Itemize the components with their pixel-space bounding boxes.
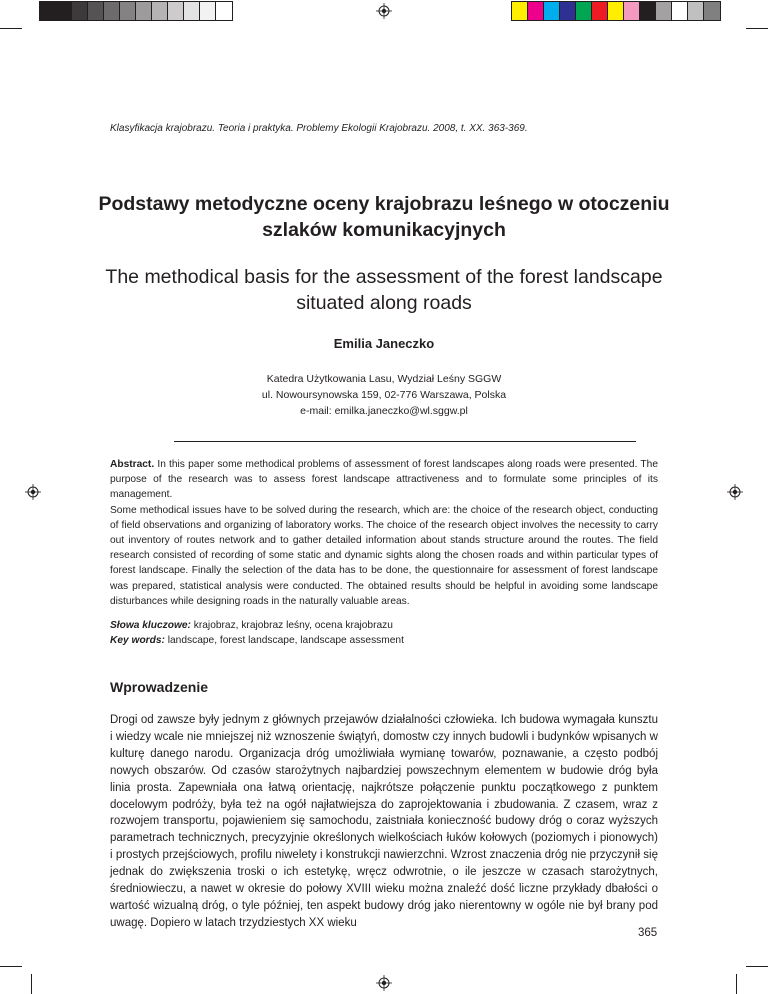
color-swatch [576,2,592,20]
crop-mark [0,28,22,29]
color-swatch [672,2,688,20]
crop-mark [746,28,768,29]
color-swatch [704,2,720,20]
registration-mark-icon [727,484,743,500]
gray-swatch [72,2,88,20]
abstract-paragraph: Some methodical issues have to be solved during the research, which are: the choice of the research object, conducting of field observations and organizing of laboratory works. The choice of the research object involves the necessity to carry out inventory of routes network and to gather detailed information about stands structure around the routes. The field research consisted of recording of some static and dynamic sights along the chosen roads and within particular types of forest landscape. Finally the selection of the data has to be done, the questionnaire for assessment of forest landscape was prepared, statistical analysis were conducted. The obtained results should be helpful in avoiding some landscape disturbances while designing roads in the naturally valuable areas. [110,504,658,607]
registration-mark-icon [376,975,392,991]
gray-swatch [168,2,184,20]
gray-swatch [152,2,168,20]
divider [174,441,636,442]
keywords-polish-text: krajobraz, krajobraz leśny, ocena krajobrazu [190,620,393,631]
process-color-bar [511,1,721,21]
title-polish-line: szlaków komunikacyjnych [262,219,506,241]
keywords [110,618,404,648]
gray-swatch [200,2,216,20]
color-swatch [592,2,608,20]
abstract-paragraph [110,457,658,503]
title-polish-line: Podstawy metodyczne oceny krajobrazu leśnego w otoczeniu [98,193,670,215]
grayscale-color-bar [39,1,233,21]
registration-mark-icon [376,3,392,19]
keywords-english-text: landscape, forest landscape, landscape assessment [164,635,404,647]
author-name: Emilia Janeczko [333,336,435,351]
color-swatch [608,2,624,20]
gray-swatch [56,2,72,20]
color-swatch [624,2,640,20]
crop-mark [0,966,22,967]
gray-swatch [104,2,120,20]
body-paragraph: Drogi od zawsze były jednym z głównych przejawów działalności człowieka. Ich budowa wymagała kunsztu i wiedzy wcale nie mniejszej niż wznoszenie świątyń, domostw czy innych budowli i budynków wpisanych w kulturę danego narodu. Organizacja dróg umożliwiała wymianę towarów, poznawanie, a często podbój nowych obszarów. Od czasów starożytnych najbardziej powszechnym elementem w budowie dróg była linia prosta. Zapewniała ona łatwą orientację, najkrótsze połączenie punktu początkowego z punktem docelowym podróży, była też na ogół najłatwiejsza do zaprojektowania i zbudowania. Z czasem, wraz z rozwojem transportu, pojawieniem się samochodu, zaistniała konieczność budowy dróg o coraz wyższych parametrach technicznych, precyzyjnie określonych wielkościach łuków kołowych (poziomych i pionowych) i prostych przejściowych, profilu niwelety i konstrukcji nawierzchni. Wzrost znaczenia dróg nie przyczynił się jednak do zwiększenia troski o ich estetykę, wręcz odwrotnie, o ile jeszcze w czasach starożytnych, średniowieczu, a nawet w okresie do połowy XVIII wieku można znaleźć dość liczne przykłady dbałości o wartość wizualną dróg, o tyle później, ten aspekt budowy dróg jako nierentowny w ogóle nie był brany pod uwagę. Dopiero w latach trzydziestych XX wieku [110,714,658,929]
gray-swatch [40,2,56,20]
affiliation-address: ul. Nowoursynowska 159, 02-776 Warszawa, Polska [261,389,507,401]
color-swatch [688,2,704,20]
section-heading: Wprowadzenie [110,679,209,695]
abstract-label: Abstract. [110,459,155,470]
abstract [110,457,658,609]
affiliation-email: e-mail: emilka.janeczko@wl.sggw.pl [300,405,468,417]
title-polish [90,191,678,243]
affiliation [0,371,768,419]
running-head: Klasyfikacja krajobrazu. Teoria i praktyka. Problemy Ekologii Krajobrazu. 2008, t. XX. 363-369. [110,123,528,134]
affiliation-department: Katedra Użytkowania Lasu, Wydział Leśny SGGW [266,373,502,385]
title-english-line: situated along roads [296,292,472,314]
registration-mark-icon [25,484,41,500]
keywords-english-label: Key words: [110,635,165,647]
color-swatch [528,2,544,20]
color-swatch [512,2,528,20]
color-swatch [560,2,576,20]
gray-swatch [88,2,104,20]
keywords-english [110,633,404,648]
crop-mark [746,966,768,967]
title-english-line: The methodical basis for the assessment of the forest landscape [105,266,663,288]
page-number: 365 [638,927,658,939]
color-swatch [656,2,672,20]
crop-mark [31,974,32,994]
keywords-polish [110,618,404,633]
abstract-text: In this paper some methodical problems of assessment of forest landscapes along roads were presented. The purpose of the research was to assess forest landscape attractiveness and to formulate some principles of its management. [110,459,658,501]
gray-swatch [136,2,152,20]
gray-swatch [184,2,200,20]
gray-swatch [120,2,136,20]
crop-mark [736,974,737,994]
title-english [90,264,678,316]
keywords-polish-label: Słowa kluczowe: [110,620,191,631]
color-swatch [640,2,656,20]
gray-swatch [216,2,232,20]
color-swatch [544,2,560,20]
